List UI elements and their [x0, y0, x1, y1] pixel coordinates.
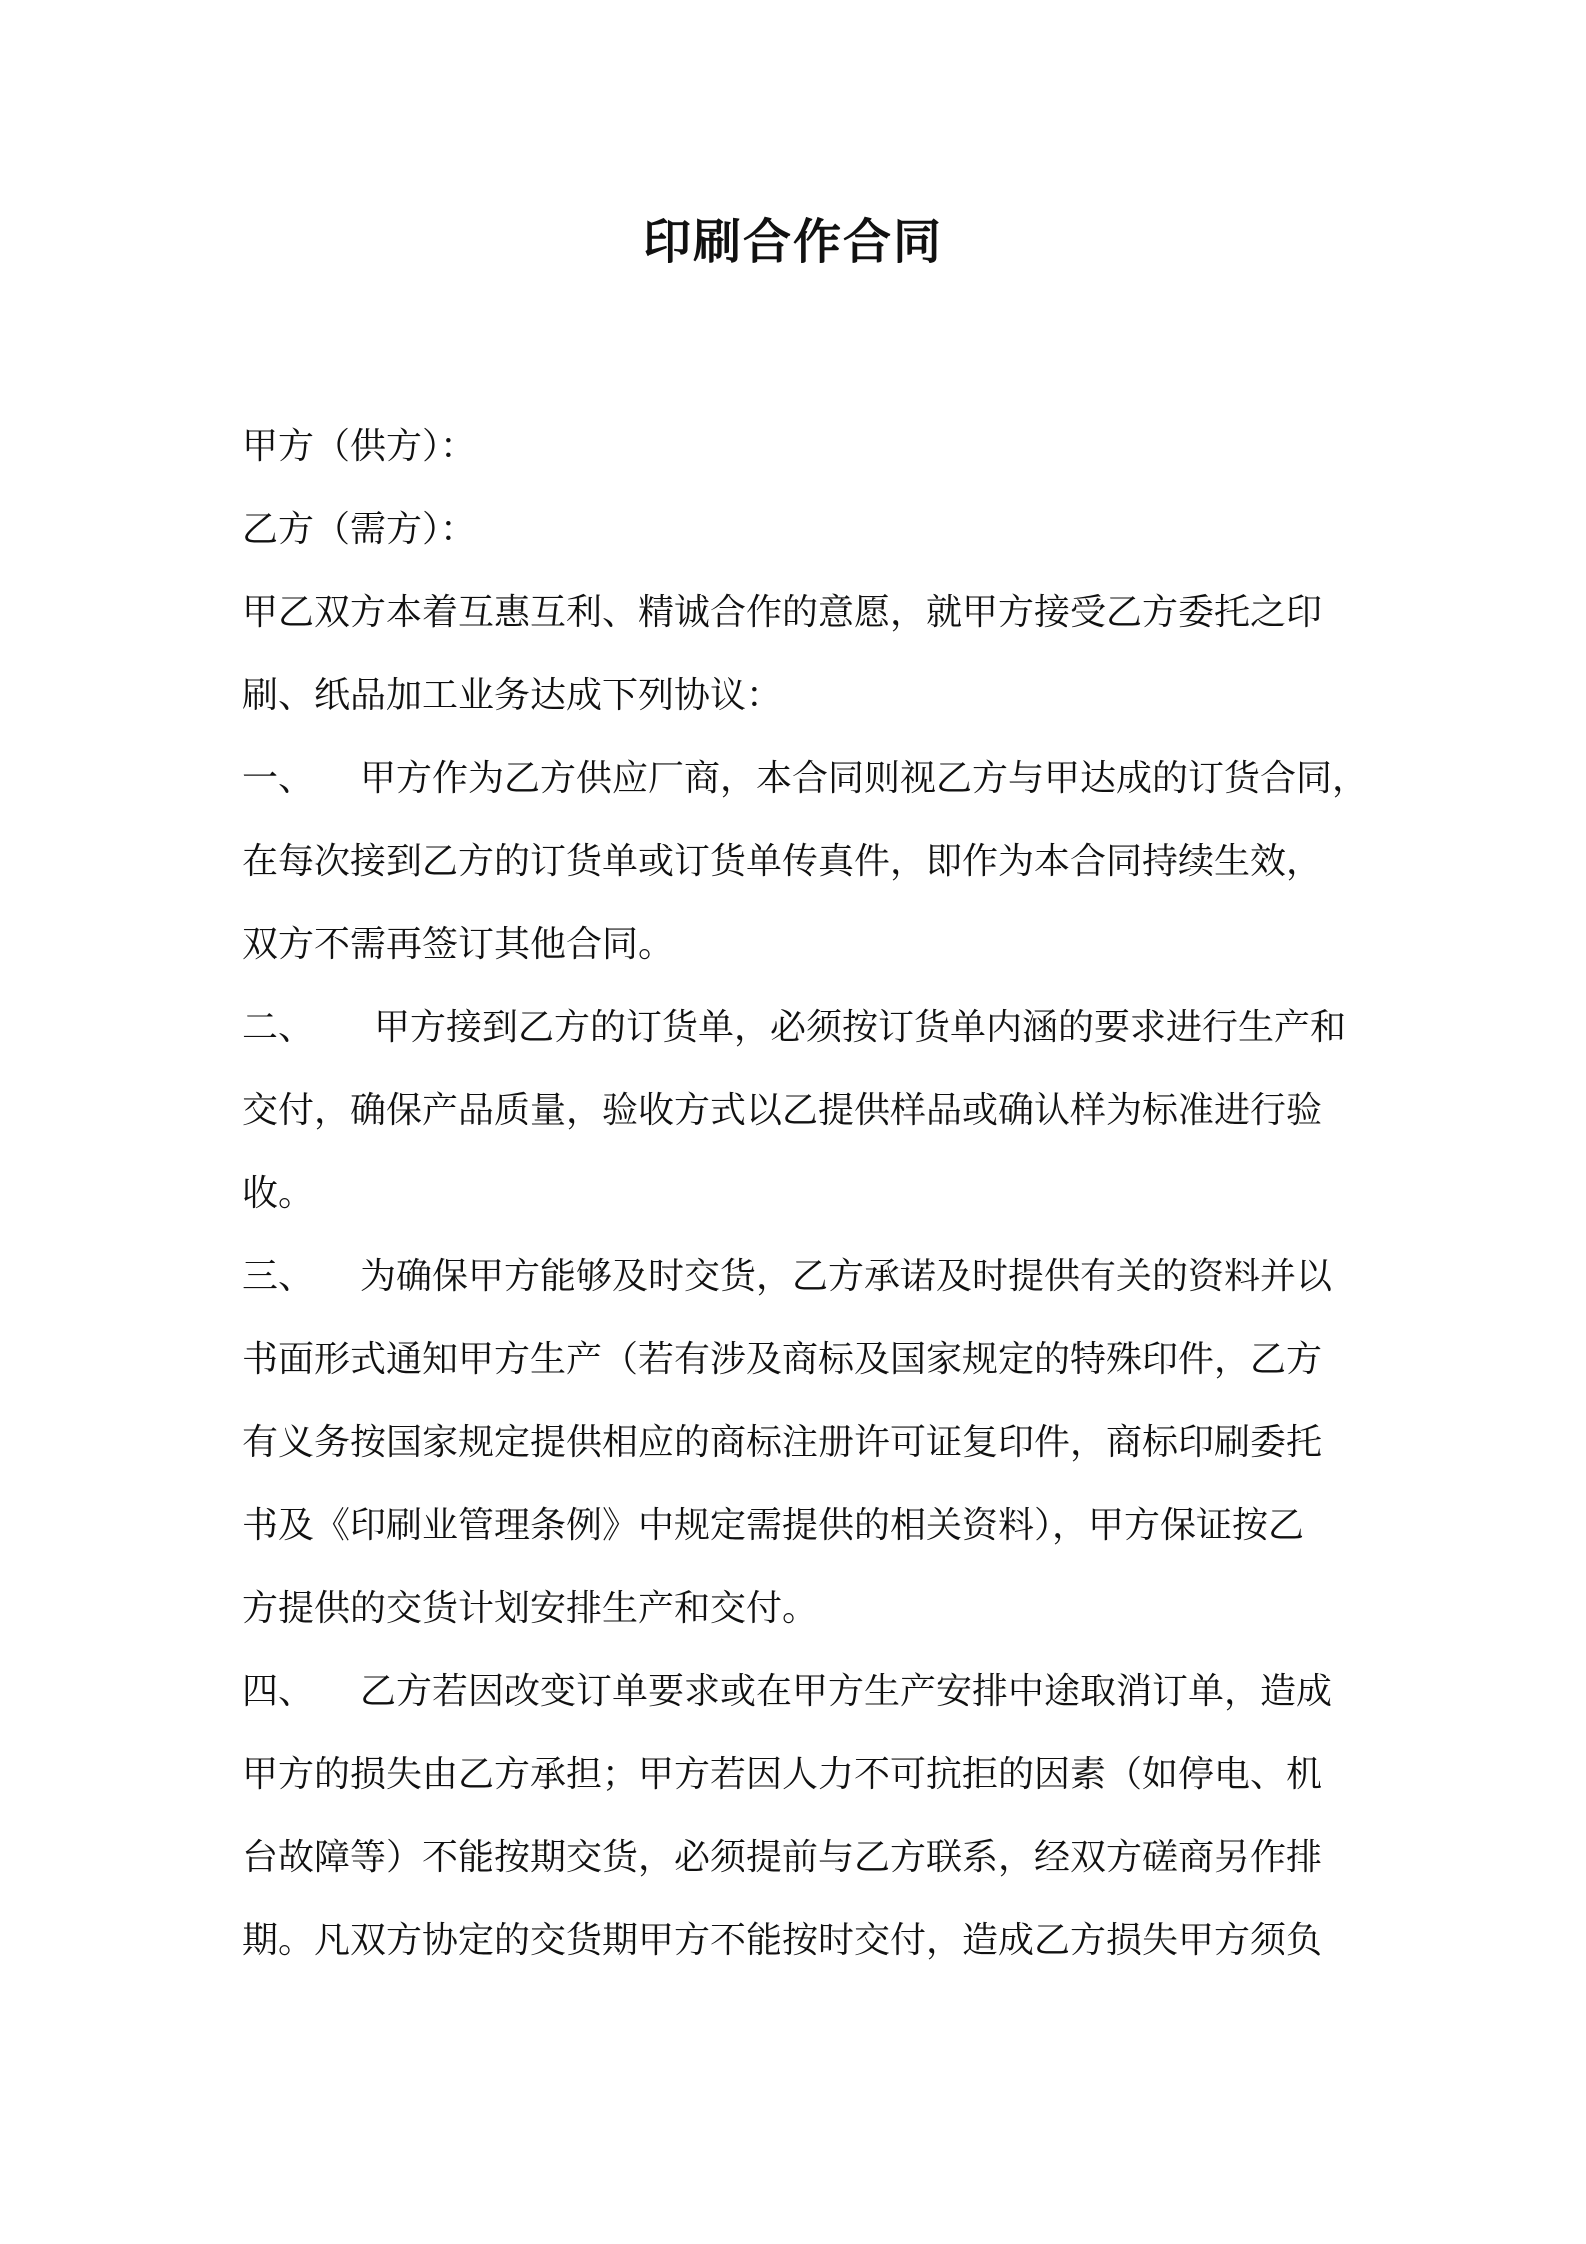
clause-1-line: 在每次接到乙方的订货单或订货单传真件，即作为本合同持续生效，: [242, 841, 1323, 882]
clause-2-line: 交付，确保产品质量，验收方式以乙提供样品或确认样为标准进行验: [242, 1090, 1323, 1131]
clause-number: 三、: [242, 1256, 315, 1297]
intro-line: 甲乙双方本着互惠互利、精诚合作的意愿，就甲方接受乙方委托之印: [242, 592, 1323, 633]
clause-4-first-line: [242, 1650, 1352, 1733]
document-body: [242, 405, 1369, 1982]
clause-2-line: 收。: [242, 1173, 315, 1214]
clause-1-first-line: [242, 737, 1369, 820]
clause-number: 二、: [242, 1007, 315, 1048]
clause-number: 一、: [242, 758, 315, 799]
party-a-line: 甲方（供方）：: [242, 426, 477, 467]
clause-3-first-line: [242, 1235, 1352, 1318]
clause-4-line: 期。凡双方协定的交货期甲方不能按时交付，造成乙方损失甲方须负: [242, 1920, 1323, 1961]
document-title: 印刷合作合同: [642, 214, 943, 270]
clause-text: 甲方接到乙方的订货单，必须按订货单内涵的要求进行生产和: [374, 1007, 1347, 1048]
clause-2-first-line: [242, 986, 1352, 1069]
clause-text: 甲方作为乙方供应厂商，本合同则视乙方与甲达成的订货合同，: [360, 758, 1369, 799]
clause-4-line: 甲方的损失由乙方承担；甲方若因人力不可抗拒的因素（如停电、机: [242, 1754, 1323, 1795]
clause-3-line: 方提供的交货计划安排生产和交付。: [242, 1588, 819, 1629]
clause-number: 四、: [242, 1671, 315, 1712]
clause-3-line: 有义务按国家规定提供相应的商标注册许可证复印件，商标印刷委托: [242, 1422, 1323, 1463]
clause-4-line: 台故障等）不能按期交货，必须提前与乙方联系，经双方磋商另作排: [242, 1837, 1323, 1878]
intro-line: 刷、纸品加工业务达成下列协议：: [242, 675, 783, 716]
clause-text: 乙方若因改变订单要求或在甲方生产安排中途取消订单，造成: [360, 1671, 1333, 1712]
clause-text: 为确保甲方能够及时交货，乙方承诺及时提供有关的资料并以: [360, 1256, 1333, 1297]
clause-3-line: 书面形式通知甲方生产（若有涉及商标及国家规定的特殊印件，乙方: [242, 1339, 1323, 1380]
clause-3-line: 书及《印刷业管理条例》中规定需提供的相关资料），甲方保证按乙: [242, 1505, 1305, 1546]
party-b-line: 乙方（需方）：: [242, 509, 477, 550]
clause-1-line: 双方不需再签订其他合同。: [242, 924, 675, 965]
